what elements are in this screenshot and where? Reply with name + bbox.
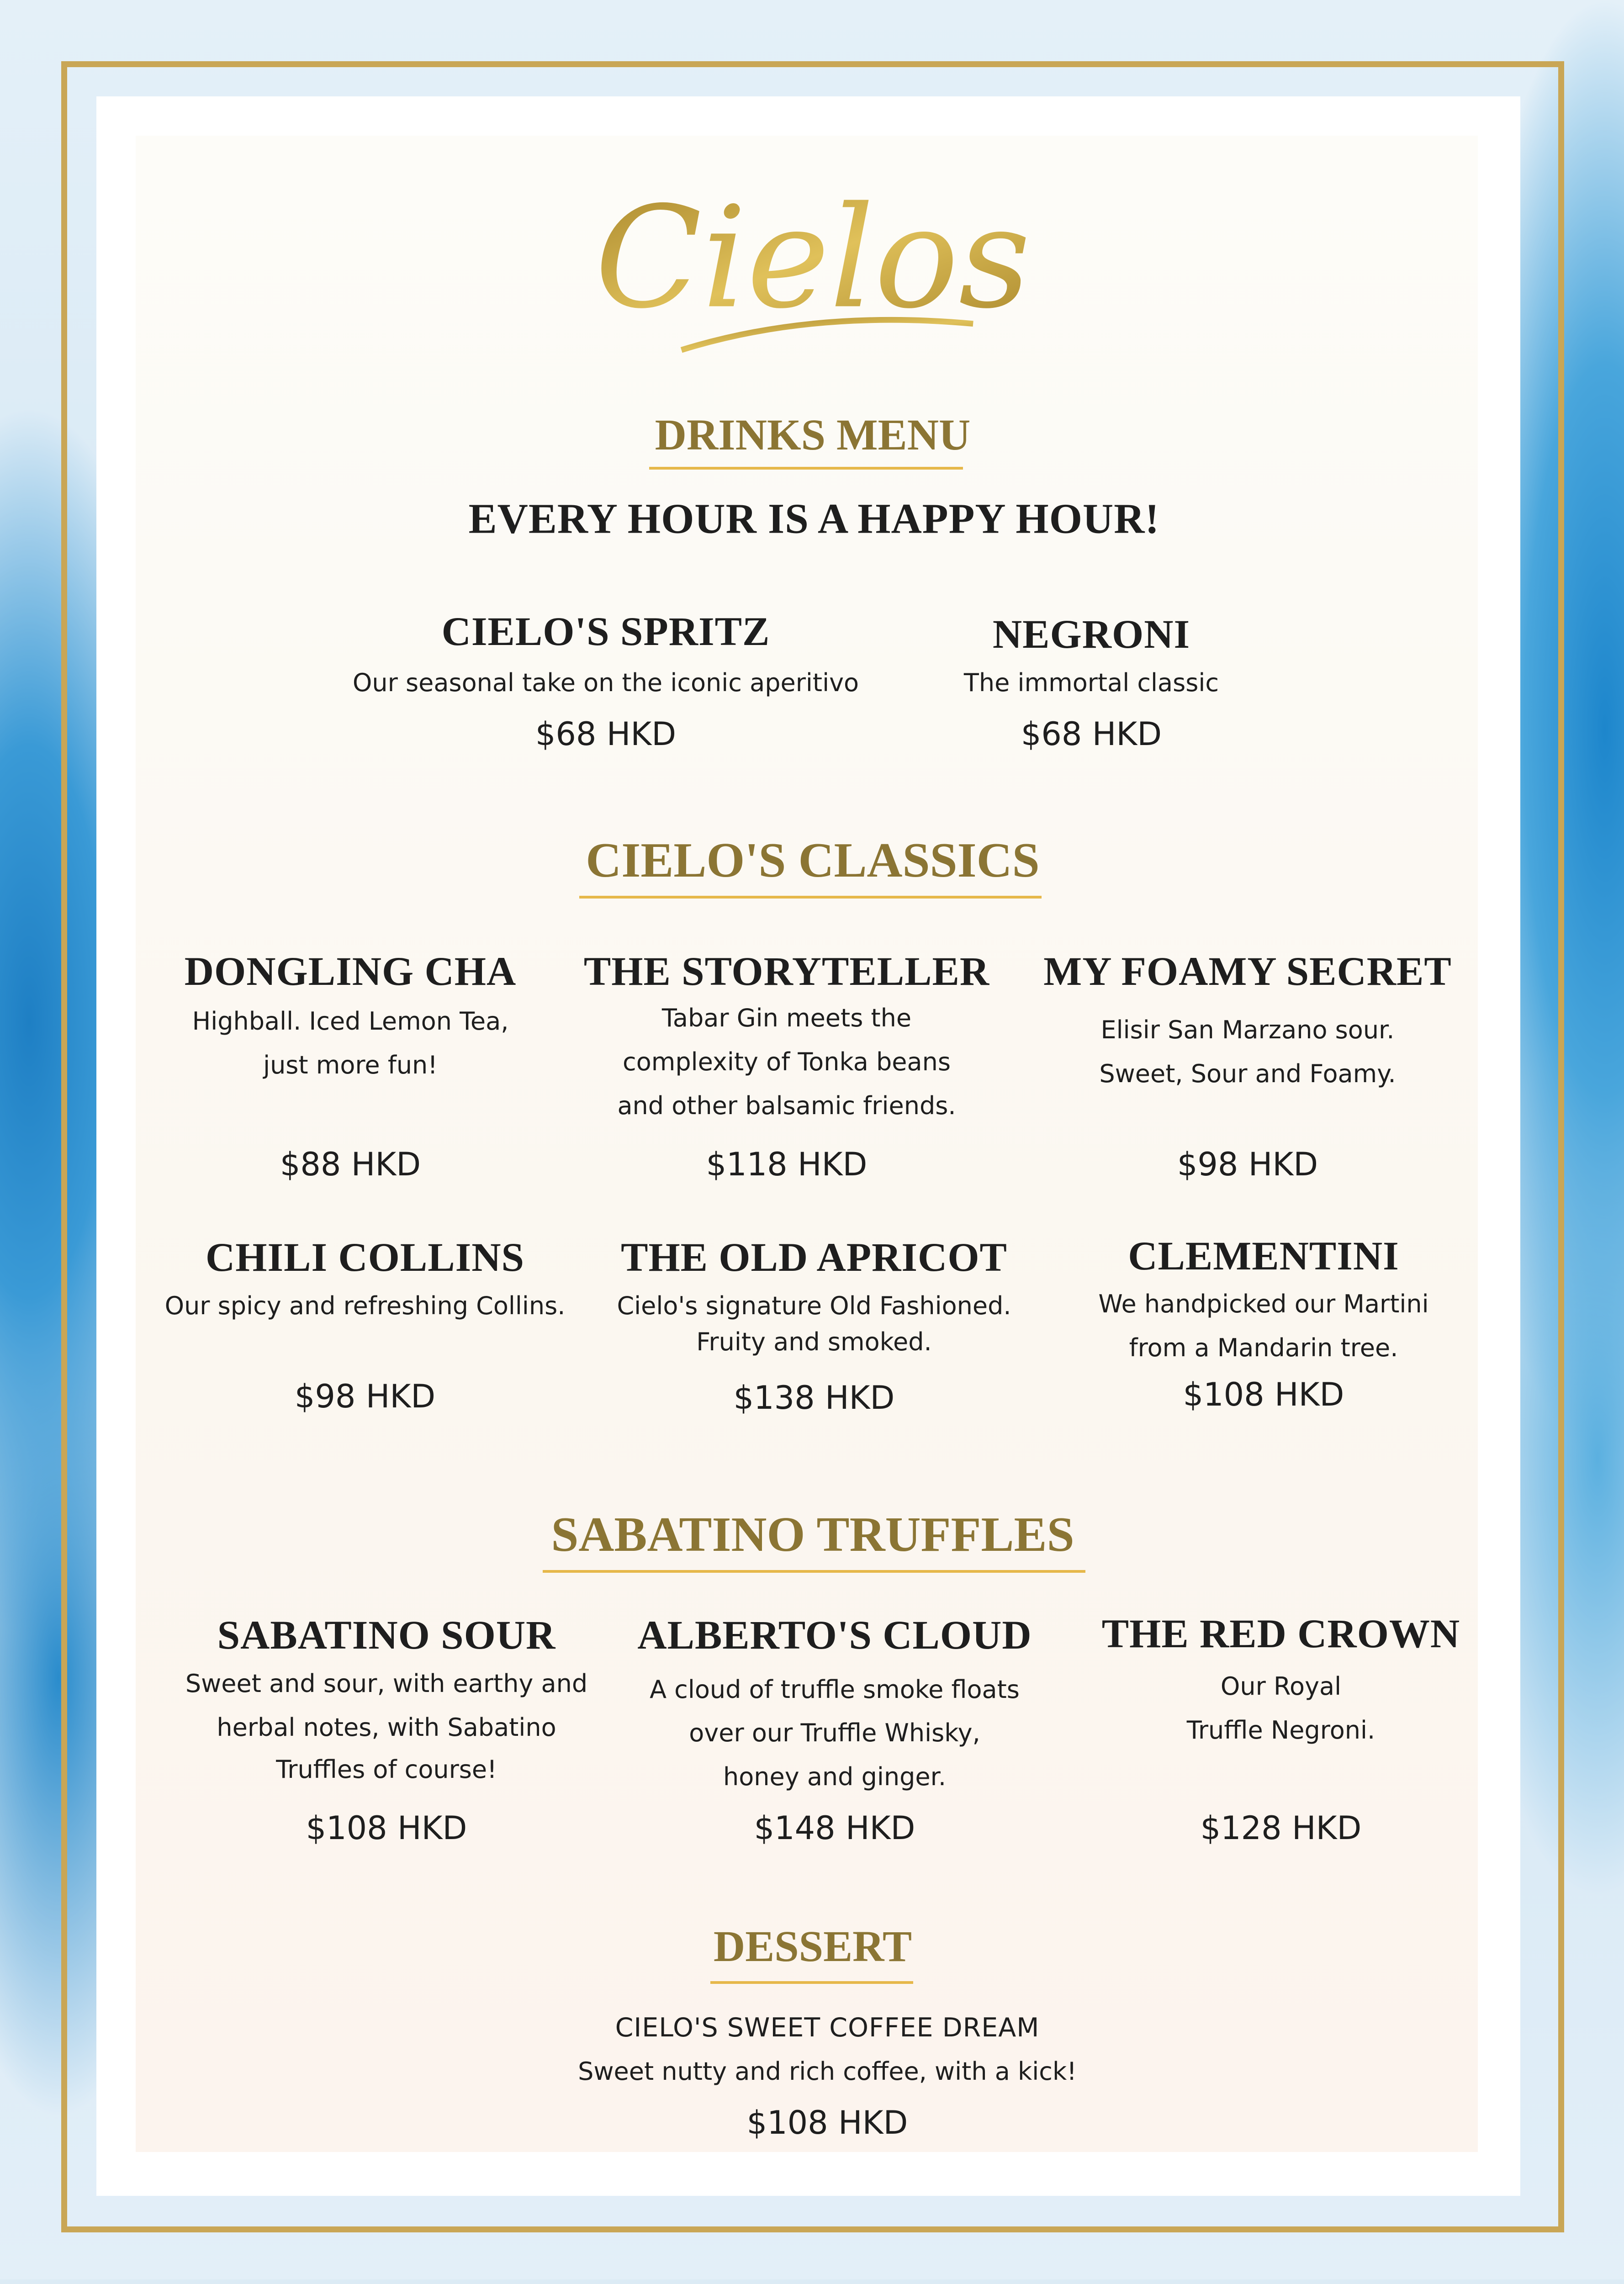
drink-name: ALBERTO'S CLOUD: [637, 1613, 1032, 1658]
drink-name: CHILI COLLINS: [205, 1235, 525, 1280]
drink-description: Sweet and sour, with earthy and: [185, 1669, 588, 1698]
drink-name: SABATINO SOUR: [217, 1613, 556, 1658]
drink-description: Our seasonal take on the iconic aperitivo: [352, 668, 859, 697]
drink-description: Truffle Negroni.: [1186, 1715, 1375, 1745]
drink-name: THE RED CROWN: [1101, 1611, 1460, 1656]
drink-description: from a Mandarin tree.: [1129, 1333, 1398, 1362]
cielos-logo: [595, 164, 1031, 368]
drink-price: $98 HKD: [294, 1377, 436, 1415]
section-underline: [543, 1570, 1085, 1573]
tagline: EVERY HOUR IS A HAPPY HOUR!: [468, 495, 1160, 543]
logo-text: Cielos: [595, 177, 1031, 340]
drink-price: $108 HKD: [746, 2104, 908, 2141]
drink-description: Sweet, Sour and Foamy.: [1099, 1059, 1396, 1088]
drink-description: The immortal classic: [963, 668, 1219, 697]
drink-price: $98 HKD: [1177, 1145, 1318, 1183]
drink-name: NEGRONI: [992, 612, 1190, 657]
drink-price: $108 HKD: [306, 1809, 467, 1847]
drink-name: THE STORYTELLER: [583, 949, 990, 994]
drink-price: $68 HKD: [535, 715, 677, 753]
drink-description: Our spicy and refreshing Collins.: [164, 1291, 566, 1320]
drink-price: $148 HKD: [754, 1809, 915, 1847]
drink-price: $108 HKD: [1183, 1375, 1344, 1413]
drink-description: Sweet nutty and rich coffee, with a kick!: [578, 2057, 1077, 2086]
section-title: DESSERT: [713, 1921, 912, 1971]
section-underline: [579, 896, 1042, 899]
drink-price: $88 HKD: [280, 1145, 421, 1183]
section-underline: [710, 1981, 913, 1984]
drink-name: CLEMENTINI: [1128, 1233, 1399, 1279]
drink-description: and other balsamic friends.: [617, 1091, 956, 1120]
drink-price: $138 HKD: [733, 1379, 895, 1417]
drink-description: Fruity and smoked.: [696, 1327, 932, 1356]
drink-description: honey and ginger.: [723, 1762, 947, 1791]
drink-description: Our Royal: [1220, 1671, 1342, 1701]
drink-description: Tabar Gin meets the: [661, 1003, 912, 1032]
section-title: SABATINO TRUFFLES: [551, 1507, 1074, 1562]
drink-description: over our Truffle Whisky,: [689, 1718, 980, 1747]
section-title: CIELO'S CLASSICS: [586, 833, 1040, 888]
drink-description: Truffles of course!: [276, 1755, 497, 1784]
drink-name: DONGLING CHA: [184, 949, 517, 994]
drink-name: CIELO'S SPRITZ: [441, 609, 770, 654]
drink-description: We handpicked our Martini: [1098, 1289, 1429, 1318]
drink-description: just more fun!: [263, 1050, 438, 1079]
drink-description: complexity of Tonka beans: [623, 1047, 951, 1076]
drink-name: CIELO'S SWEET COFFEE DREAM: [615, 2013, 1040, 2043]
drink-description: A cloud of truffle smoke floats: [650, 1675, 1020, 1704]
drink-name: THE OLD APRICOT: [621, 1235, 1007, 1280]
drink-description: herbal notes, with Sabatino: [217, 1713, 556, 1742]
drink-description: Elisir San Marzano sour.: [1100, 1015, 1395, 1044]
title-underline: [649, 467, 963, 470]
drink-name: MY FOAMY SECRET: [1043, 949, 1452, 994]
drink-price: $118 HKD: [706, 1145, 868, 1183]
drink-price: $128 HKD: [1200, 1809, 1362, 1847]
drink-price: $68 HKD: [1021, 715, 1162, 753]
drink-description: Highball. Iced Lemon Tea,: [192, 1006, 509, 1036]
drink-description: Cielo's signature Old Fashioned.: [617, 1291, 1011, 1320]
menu-title: DRINKS MENU: [655, 410, 971, 459]
